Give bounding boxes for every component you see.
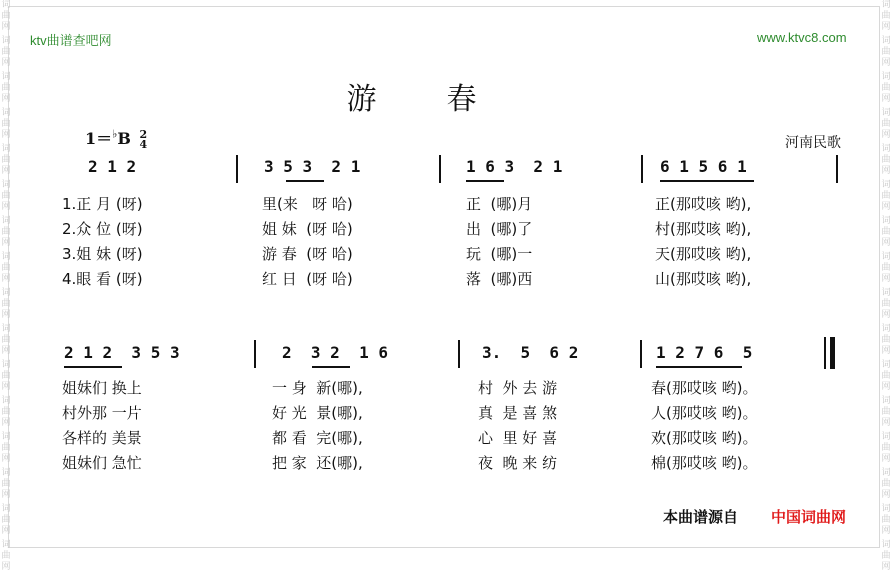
watermark-char: 曲	[1, 227, 11, 237]
watermark-char: 词	[881, 0, 891, 10]
watermark-char: 曲	[881, 335, 891, 345]
measure-1-1: 2 1 2	[88, 157, 137, 176]
watermark-char: 曲	[1, 263, 11, 273]
lyric-1-3-3: 玩 (哪)一	[466, 245, 533, 263]
watermark-char: 曲	[881, 371, 891, 381]
watermark-char: 网	[881, 490, 891, 500]
underline	[660, 180, 754, 182]
lyric-2-4-4: 棉(那哎咳 哟)。	[651, 454, 758, 472]
watermark-char: 曲	[881, 11, 891, 21]
watermark-char: 曲	[1, 335, 11, 345]
watermark-char: 网	[881, 562, 891, 572]
time-signature: 2 4	[139, 127, 148, 151]
underline	[656, 366, 742, 368]
watermark-char: 词	[881, 360, 891, 370]
watermark-char: 网	[1, 238, 11, 248]
watermark-char: 词	[1, 144, 11, 154]
barline	[641, 155, 643, 183]
watermark-char: 曲	[1, 479, 11, 489]
lyric-2-3-3: 心 里 好 喜	[478, 429, 558, 447]
watermark-char: 词	[881, 180, 891, 190]
watermark-char: 网	[881, 238, 891, 248]
lyric-2-1-4: 春(那哎咳 哟)。	[651, 379, 758, 397]
site-name-header[interactable]: ktv曲谱查吧网	[30, 33, 112, 48]
lyric-1-2-2: 姐 妹 (呀 哈)	[262, 220, 353, 238]
watermark-char: 曲	[881, 551, 891, 561]
watermark-char: 曲	[881, 263, 891, 273]
watermark-char: 网	[1, 454, 11, 464]
watermark-char: 网	[881, 130, 891, 140]
underline	[312, 366, 350, 368]
watermark-char: 词	[881, 36, 891, 46]
watermark-char: 词	[1, 108, 11, 118]
watermark-char: 网	[881, 526, 891, 536]
watermark-char: 曲	[881, 119, 891, 129]
watermark-char: 词	[1, 396, 11, 406]
watermark-char: 词	[881, 432, 891, 442]
watermark-char: 曲	[881, 227, 891, 237]
watermark-char: 网	[881, 310, 891, 320]
key-signature: 1＝♭B 2 4	[85, 127, 148, 151]
lyric-2-4-3: 夜 晚 来 纺	[478, 454, 558, 472]
lyric-2-4-2: 把 家 还(哪),	[272, 454, 363, 472]
watermark-char: 曲	[1, 515, 11, 525]
watermark-char: 曲	[1, 83, 11, 93]
watermark-char: 网	[1, 58, 11, 68]
watermark-char: 曲	[881, 443, 891, 453]
underline	[286, 180, 324, 182]
watermark-char: 词	[1, 288, 11, 298]
watermark-char: 词	[881, 396, 891, 406]
watermark-char: 曲	[881, 299, 891, 309]
lyric-1-1-4: 正(那哎咳 哟),	[655, 195, 752, 213]
watermark-char: 网	[1, 382, 11, 392]
watermark-char: 曲	[1, 155, 11, 165]
lyric-1-1-3: 正 (哪)月	[466, 195, 533, 213]
source-site-link[interactable]: 中国词曲网	[771, 508, 847, 526]
measure-1-4: 6 1 5 6 1	[660, 157, 747, 176]
watermark-char: 曲	[1, 551, 11, 561]
watermark-char: 词	[1, 432, 11, 442]
watermark-char: 网	[881, 94, 891, 104]
watermark-char: 曲	[1, 11, 11, 21]
watermark-char: 词	[881, 252, 891, 262]
watermark-char: 曲	[881, 191, 891, 201]
watermark-char: 词	[1, 360, 11, 370]
watermark-char: 网	[1, 94, 11, 104]
measure-1-3: 1 6 3 2 1	[466, 157, 563, 176]
barline	[439, 155, 441, 183]
lyric-2-1-2: 一 身 新(哪),	[272, 379, 363, 397]
underline	[466, 180, 504, 182]
song-title: 游春	[346, 82, 547, 117]
final-barline-thick	[830, 337, 835, 369]
watermark-char: 曲	[1, 47, 11, 57]
watermark-char: 网	[881, 22, 891, 32]
lyric-1-3-2: 游 春 (呀 哈)	[262, 245, 353, 263]
measure-2-3: 3. 5 6 2	[482, 343, 579, 362]
lyric-2-3-1: 各样的 美景	[62, 429, 142, 447]
watermark-char: 网	[1, 490, 11, 500]
watermark-char: 词	[881, 72, 891, 82]
lyric-1-1-2: 里(来 呀 哈)	[262, 195, 353, 213]
watermark-char: 网	[1, 346, 11, 356]
watermark-char: 词	[881, 108, 891, 118]
watermark-char: 网	[1, 418, 11, 428]
watermark-char: 网	[1, 166, 11, 176]
lyric-1-4-4: 山(那哎咳 哟),	[655, 270, 752, 288]
watermark-char: 网	[881, 418, 891, 428]
lyric-1-4-2: 红 日 (呀 哈)	[262, 270, 353, 288]
watermark-char: 网	[881, 202, 891, 212]
watermark-char: 曲	[881, 47, 891, 57]
watermark-char: 网	[1, 22, 11, 32]
watermark-char: 词	[1, 504, 11, 514]
watermark-char: 词	[1, 36, 11, 46]
watermark-char: 词	[1, 468, 11, 478]
watermark-char: 曲	[1, 443, 11, 453]
watermark-char: 网	[1, 526, 11, 536]
watermark-char: 网	[1, 274, 11, 284]
lyric-2-2-3: 真 是 喜 煞	[478, 404, 558, 422]
measure-2-4: 1 2 7 6 5	[656, 343, 753, 362]
watermark-char: 词	[1, 180, 11, 190]
lyric-2-2-4: 人(那哎咳 哟)。	[651, 404, 758, 422]
watermark-char: 网	[1, 130, 11, 140]
source-label: 本曲谱源自	[663, 508, 739, 526]
barline	[640, 340, 642, 368]
barline	[458, 340, 460, 368]
lyric-1-3-4: 天(那哎咳 哟),	[655, 245, 752, 263]
watermark-char: 词	[881, 144, 891, 154]
watermark-char: 网	[881, 166, 891, 176]
lyric-1-2-3: 出 (哪)了	[466, 220, 533, 238]
watermark-char: 曲	[1, 191, 11, 201]
watermark-char: 网	[881, 454, 891, 464]
underline	[64, 366, 122, 368]
lyric-1-2-1: 2.众 位 (呀)	[62, 220, 143, 238]
watermark-char: 词	[1, 0, 11, 10]
lyric-1-2-4: 村(那哎咳 哟),	[655, 220, 752, 238]
barline	[254, 340, 256, 368]
measure-1-2: 3 5 3 2 1	[264, 157, 361, 176]
watermark-char: 曲	[881, 155, 891, 165]
watermark-char: 曲	[1, 119, 11, 129]
lyric-2-1-3: 村 外 去 游	[478, 379, 558, 397]
watermark-char: 词	[1, 72, 11, 82]
watermark-char: 曲	[1, 371, 11, 381]
watermark-char: 曲	[881, 83, 891, 93]
watermark-char: 曲	[881, 479, 891, 489]
measure-2-2: 2 3 2 1 6	[282, 343, 388, 362]
watermark-char: 词	[881, 288, 891, 298]
final-barline-thin	[824, 337, 826, 369]
lyric-2-3-4: 欢(那哎咳 哟)。	[651, 429, 758, 447]
watermark-char: 网	[1, 310, 11, 320]
watermark-char: 网	[1, 562, 11, 572]
lyric-2-4-1: 姐妹们 急忙	[62, 454, 142, 472]
watermark-char: 网	[881, 382, 891, 392]
lyric-1-1-1: 1.正 月 (呀)	[62, 195, 143, 213]
lyric-1-3-1: 3.姐 妹 (呀)	[62, 245, 143, 263]
barline	[836, 155, 838, 183]
watermark-char: 网	[881, 58, 891, 68]
watermark-char: 网	[1, 202, 11, 212]
lyric-2-2-2: 好 光 景(哪),	[272, 404, 363, 422]
lyric-2-2-1: 村外那 一片	[62, 404, 142, 422]
watermark-char: 词	[1, 324, 11, 334]
watermark-char: 曲	[1, 299, 11, 309]
song-origin: 河南民歌	[785, 135, 841, 151]
measure-2-1: 2 1 2 3 5 3	[64, 343, 180, 362]
watermark-char: 词	[881, 540, 891, 550]
watermark-char: 曲	[1, 407, 11, 417]
site-url-header[interactable]: www.ktvc8.com	[757, 30, 847, 45]
lyric-1-4-3: 落 (哪)西	[466, 270, 533, 288]
watermark-char: 词	[881, 324, 891, 334]
watermark-char: 词	[1, 216, 11, 226]
lyric-1-4-1: 4.眼 看 (呀)	[62, 270, 143, 288]
watermark-char: 词	[881, 216, 891, 226]
watermark-char: 曲	[881, 407, 891, 417]
barline	[236, 155, 238, 183]
watermark-char: 词	[881, 468, 891, 478]
watermark-char: 网	[881, 346, 891, 356]
watermark-char: 词	[1, 540, 11, 550]
watermark-char: 曲	[881, 515, 891, 525]
watermark-char: 词	[1, 252, 11, 262]
lyric-2-1-1: 姐妹们 换上	[62, 379, 142, 397]
watermark-char: 词	[881, 504, 891, 514]
lyric-2-3-2: 都 看 完(哪),	[272, 429, 363, 447]
watermark-char: 网	[881, 274, 891, 284]
